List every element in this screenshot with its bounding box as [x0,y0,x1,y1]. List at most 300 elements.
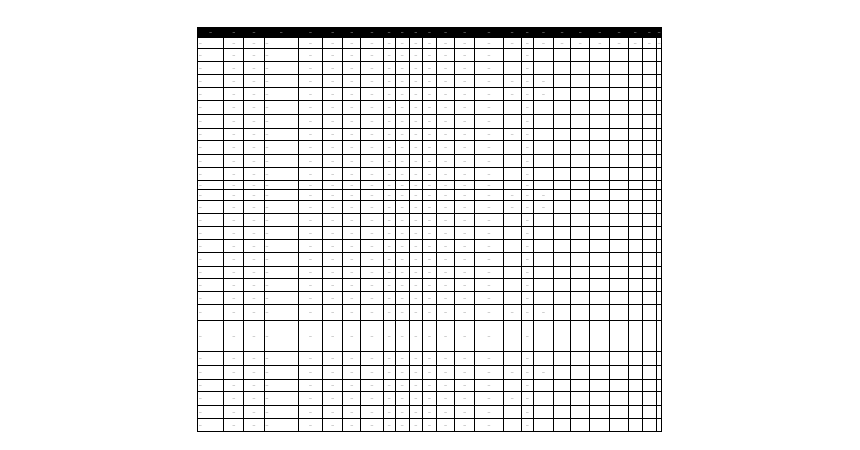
table-cell: — [422,392,436,406]
table-cell: — [361,141,383,155]
table-cell: — [323,267,343,279]
table-cell: — [343,214,361,227]
table-cell: — [521,155,533,168]
table-cell: — [298,240,322,253]
table-cell: — [422,129,436,141]
table-cell [571,101,590,115]
table-cell [628,101,642,115]
table-cell [642,292,656,305]
table-cell: — [264,62,298,75]
table-cell: — [343,201,361,214]
table-cell: — [521,214,533,227]
table-cell: — [198,292,224,305]
table-cell: — [298,49,322,62]
table-cell [553,181,570,190]
table-cell: — [298,279,322,292]
table-cell: — [395,62,409,75]
table-cell [628,240,642,253]
column-header: — [590,28,610,38]
table-cell: — [298,321,322,352]
table-cell: — [361,181,383,190]
table-cell [656,101,661,115]
table-cell: — [395,253,409,267]
table-cell [590,305,610,321]
table-cell: — [475,253,503,267]
table-row [198,181,662,190]
table-cell: — [436,366,454,380]
table-cell: — [521,201,533,214]
table-cell: — [409,155,422,168]
table-cell: — [436,380,454,392]
table-cell: — [503,305,521,321]
column-header: — [244,28,264,38]
data-table [197,27,662,432]
table-cell: — [395,38,409,49]
table-cell [642,190,656,201]
table-row [198,267,662,279]
table-cell: — [455,352,475,366]
table-cell: — [383,49,395,62]
table-cell [571,305,590,321]
table-cell: — [361,267,383,279]
table-cell [628,305,642,321]
table-cell: — [323,240,343,253]
table-cell: — [475,366,503,380]
table-cell: — [395,201,409,214]
table-cell: — [436,62,454,75]
table-cell: — [323,201,343,214]
table-row [198,38,662,49]
table-cell: — [298,101,322,115]
table-cell: — [224,279,244,292]
table-cell [628,62,642,75]
table-cell: — [475,392,503,406]
table-cell: — [436,201,454,214]
table-cell: — [343,168,361,181]
table-cell: — [298,305,322,321]
table-cell [610,168,628,181]
column-header: — [383,28,395,38]
table-row [198,352,662,366]
table-cell [571,129,590,141]
table-cell [628,366,642,380]
table-cell: — [383,305,395,321]
table-cell [503,155,521,168]
table-cell: — [361,155,383,168]
table-cell [610,392,628,406]
table-cell: — [383,419,395,432]
table-cell: — [361,321,383,352]
table-cell: — [224,88,244,101]
table-cell: — [298,227,322,240]
table-cell [656,155,661,168]
table-cell: — [395,352,409,366]
table-cell [553,49,570,62]
table-cell: — [244,115,264,129]
table-cell: — [395,155,409,168]
table-cell [571,214,590,227]
table-cell: — [409,62,422,75]
table-cell: — [198,62,224,75]
column-header: — [475,28,503,38]
table-cell [533,292,553,305]
table-cell [610,292,628,305]
table-cell [642,267,656,279]
table-cell: — [323,380,343,392]
table-cell: — [361,279,383,292]
table-cell [642,141,656,155]
table-cell: — [395,292,409,305]
table-cell: — [455,155,475,168]
table-cell [590,75,610,88]
table-cell: — [395,240,409,253]
table-cell: — [298,267,322,279]
table-cell: — [224,352,244,366]
table-cell: — [224,62,244,75]
table-cell [503,352,521,366]
table-cell: — [298,181,322,190]
table-cell: — [455,419,475,432]
table-row [198,305,662,321]
table-cell: — [395,101,409,115]
table-cell [553,75,570,88]
table-cell: — [224,419,244,432]
table-cell [553,352,570,366]
table-cell: — [455,62,475,75]
table-cell [610,305,628,321]
table-cell: — [455,181,475,190]
table-cell: — [361,292,383,305]
table-cell: — [244,279,264,292]
table-cell: — [436,101,454,115]
table-cell: — [361,305,383,321]
table-cell: — [422,267,436,279]
table-cell: — [323,392,343,406]
table-cell: — [323,168,343,181]
table-cell [590,380,610,392]
table-cell: — [475,279,503,292]
table-cell: — [436,88,454,101]
table-cell [503,227,521,240]
column-header: — [455,28,475,38]
table-cell: — [198,190,224,201]
table-cell [553,168,570,181]
table-cell: — [264,240,298,253]
table-cell: — [455,305,475,321]
table-cell: — [244,75,264,88]
table-row [198,129,662,141]
table-cell [628,168,642,181]
table-row [198,101,662,115]
table-cell: — [422,279,436,292]
table-cell [642,406,656,419]
table-row [198,227,662,240]
table-cell: — [455,201,475,214]
column-header: — [224,28,244,38]
table-cell [656,49,661,62]
column-header: — [521,28,533,38]
table-cell [533,129,553,141]
table-cell: — [383,321,395,352]
table-cell: — [244,267,264,279]
table-cell [656,129,661,141]
table-cell [533,392,553,406]
table-cell: — [298,75,322,88]
table-cell: — [455,227,475,240]
table-cell: — [343,366,361,380]
table-cell: — [343,253,361,267]
table-cell [628,279,642,292]
table-cell: — [224,75,244,88]
table-cell: — [422,214,436,227]
table-cell: — [361,380,383,392]
table-cell [533,115,553,129]
table-cell: — [298,190,322,201]
table-cell [590,190,610,201]
table-row [198,321,662,352]
table-cell [553,201,570,214]
table-cell [628,75,642,88]
table-cell: — [395,267,409,279]
table-cell: — [361,201,383,214]
table-cell [642,201,656,214]
table-cell [590,101,610,115]
table-cell [571,352,590,366]
table-cell: — [298,366,322,380]
table-cell [610,49,628,62]
table-cell: — [323,352,343,366]
table-cell: — [264,75,298,88]
table-cell: — [383,253,395,267]
table-cell: — [224,292,244,305]
table-cell [571,88,590,101]
table-cell [628,392,642,406]
table-cell: — [323,129,343,141]
table-cell: — [343,62,361,75]
table-cell: — [264,419,298,432]
table-cell: — [521,141,533,155]
table-cell [553,406,570,419]
table-cell: — [475,168,503,181]
table-cell: — [436,305,454,321]
column-header: — [264,28,298,38]
table-cell [642,380,656,392]
table-cell [533,181,553,190]
table-cell: — [436,214,454,227]
table-cell: — [298,214,322,227]
table-cell: — [455,49,475,62]
table-cell: — [409,305,422,321]
column-header: — [343,28,361,38]
data-table-sheet [197,27,662,432]
table-cell: — [198,380,224,392]
table-cell: — [224,155,244,168]
table-cell: — [198,38,224,49]
table-cell [590,352,610,366]
table-cell [590,201,610,214]
table-cell: — [436,38,454,49]
table-cell: — [244,406,264,419]
table-cell: — [503,75,521,88]
table-cell: — [475,227,503,240]
table-cell [571,366,590,380]
table-cell: — [533,190,553,201]
table-cell: — [343,129,361,141]
table-cell: — [503,392,521,406]
table-cell: — [298,201,322,214]
table-cell: — [264,406,298,419]
table-cell: — [264,49,298,62]
table-cell: — [244,168,264,181]
table-cell [533,240,553,253]
table-cell [656,190,661,201]
table-cell: — [455,129,475,141]
table-cell: — [343,101,361,115]
table-cell: — [521,292,533,305]
table-cell: — [323,141,343,155]
table-cell [553,292,570,305]
table-cell [553,253,570,267]
table-cell: — [395,75,409,88]
table-cell: — [361,49,383,62]
table-cell: — [475,129,503,141]
table-cell: — [244,352,264,366]
table-cell [553,366,570,380]
table-cell [610,321,628,352]
table-cell [571,227,590,240]
table-cell [590,88,610,101]
table-cell: — [521,49,533,62]
table-cell: — [323,321,343,352]
table-cell: — [395,419,409,432]
table-cell [503,419,521,432]
table-cell: — [298,380,322,392]
table-cell: — [264,129,298,141]
table-cell: — [298,62,322,75]
table-cell: — [244,155,264,168]
table-cell: — [409,406,422,419]
table-cell: — [298,406,322,419]
table-cell [533,141,553,155]
table-row [198,214,662,227]
table-cell: — [475,214,503,227]
table-cell: — [383,190,395,201]
table-cell [610,201,628,214]
table-cell: — [323,279,343,292]
table-cell: — [224,380,244,392]
table-cell [610,141,628,155]
table-cell: — [224,141,244,155]
table-cell [553,129,570,141]
table-cell [656,380,661,392]
table-cell: — [343,49,361,62]
table-cell: — [455,115,475,129]
table-cell: — [571,38,590,49]
table-cell: — [395,392,409,406]
table-cell: — [198,168,224,181]
table-cell: — [475,62,503,75]
table-cell [642,88,656,101]
table-cell: — [244,240,264,253]
table-cell: — [436,75,454,88]
table-cell [610,115,628,129]
table-cell: — [395,380,409,392]
table-cell: — [224,227,244,240]
table-cell: — [244,38,264,49]
table-cell: — [244,253,264,267]
table-row [198,115,662,129]
table-cell: — [244,380,264,392]
table-cell: — [244,214,264,227]
table-cell: — [198,88,224,101]
table-cell: — [343,115,361,129]
table-cell: — [521,267,533,279]
table-cell: — [409,214,422,227]
table-cell: — [455,75,475,88]
header-row [198,28,662,38]
column-header: — [422,28,436,38]
table-cell: — [422,168,436,181]
table-cell [610,88,628,101]
table-cell: — [503,201,521,214]
table-cell [590,62,610,75]
table-cell: — [455,88,475,101]
table-cell: — [224,129,244,141]
table-cell [503,115,521,129]
table-cell [590,406,610,419]
table-cell [656,392,661,406]
table-cell: — [521,406,533,419]
table-cell: — [436,168,454,181]
table-cell [610,366,628,380]
table-cell [571,181,590,190]
table-cell [656,168,661,181]
table-cell: — [323,181,343,190]
table-cell: — [533,75,553,88]
table-cell: — [521,227,533,240]
table-cell: — [436,352,454,366]
table-cell: — [298,141,322,155]
table-cell [610,419,628,432]
table-cell: — [264,321,298,352]
table-cell: — [244,419,264,432]
table-cell: — [198,352,224,366]
table-cell: — [298,115,322,129]
table-cell: — [455,267,475,279]
table-cell: — [475,115,503,129]
table-cell [503,49,521,62]
table-cell: — [422,38,436,49]
table-cell [503,253,521,267]
table-cell [590,419,610,432]
table-cell [533,214,553,227]
table-cell: — [533,201,553,214]
table-cell: — [198,101,224,115]
table-cell [533,419,553,432]
table-cell [590,227,610,240]
table-cell: — [455,190,475,201]
table-cell: — [343,279,361,292]
table-cell: — [383,141,395,155]
table-cell: — [521,321,533,352]
table-cell: — [198,129,224,141]
table-cell: — [383,227,395,240]
table-cell [642,240,656,253]
table-cell: — [521,392,533,406]
table-cell: — [436,190,454,201]
table-row [198,88,662,101]
table-cell [590,321,610,352]
